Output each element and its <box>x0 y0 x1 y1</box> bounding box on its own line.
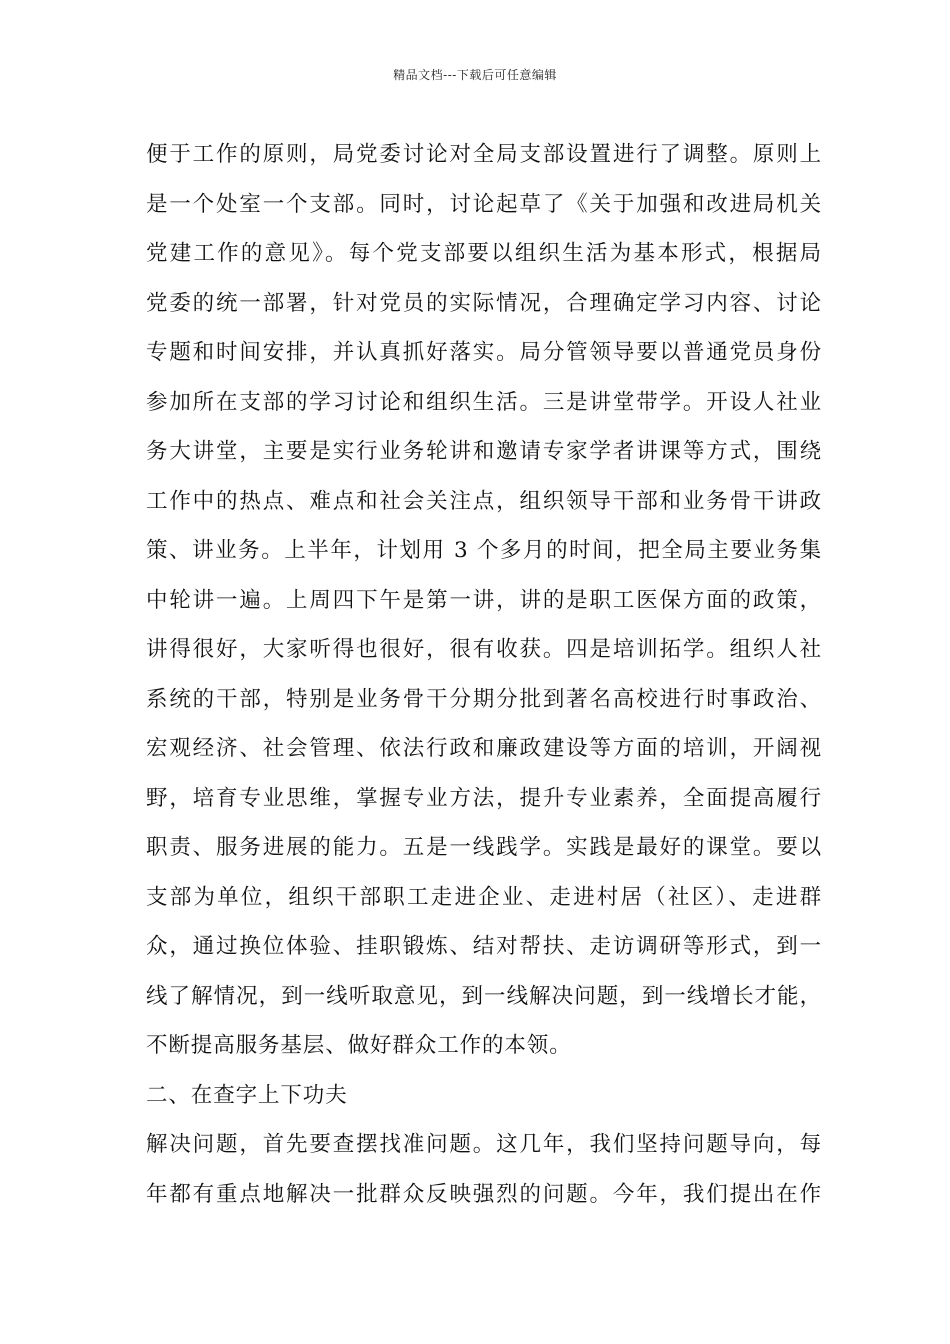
paragraph-line: 宏观经济、社会管理、依法行政和廉政建设等方面的培训，开阔视 <box>146 736 822 761</box>
paragraph-line: 支部为单位，组织干部职工走进企业、走进村居（社区）、走进群 <box>146 884 822 910</box>
paragraph-line: 众，通过换位体验、挂职锻炼、结对帮扶、走访调研等形式，到一 <box>146 934 822 959</box>
paragraph-line: 党建工作的意见》。每个党支部要以组织生活为基本形式，根据局 <box>146 241 822 266</box>
paragraph-line: 便于工作的原则，局党委讨论对全局支部设置进行了调整。原则上 <box>146 142 822 167</box>
paragraph-line: 讲得很好，大家听得也很好，很有收获。四是培训拓学。组织人社 <box>146 637 822 662</box>
paragraph-line: 野，培育专业思维，掌握专业方法，提升专业素养，全面提高履行 <box>146 785 822 811</box>
document-body <box>146 130 822 1219</box>
paragraph-line: 年都有重点地解决一批群众反映强烈的问题。今年，我们提出在作 <box>146 1181 822 1207</box>
section-heading: 二、在查字上下功夫 <box>146 1082 348 1108</box>
paragraph-line: 务大讲堂，主要是实行业务轮讲和邀请专家学者讲课等方式，围绕 <box>146 439 822 464</box>
paragraph-line: 参加所在支部的学习讨论和组织生活。三是讲堂带学。开设人社业 <box>146 389 822 415</box>
paragraph-line: 策、讲业务。上半年，计划用 3 个多月的时间，把全局主要业务集 <box>146 538 822 563</box>
paragraph-line: 解决问题，首先要查摆找准问题。这几年，我们坚持问题导向，每 <box>146 1132 822 1157</box>
paragraph-line: 线了解情况，到一线听取意见，到一线解决问题，到一线增长才能， <box>146 983 822 1009</box>
paragraph-last-line: 不断提高服务基层、做好群众工作的本领。 <box>146 1033 572 1058</box>
paragraph-line: 系统的干部，特别是业务骨干分期分批到著名高校进行时事政治、 <box>146 686 822 712</box>
paragraph-line: 工作中的热点、难点和社会关注点，组织领导干部和业务骨干讲政 <box>146 488 822 514</box>
paragraph-line: 党委的统一部署，针对党员的实际情况，合理确定学习内容、讨论 <box>146 290 822 316</box>
paragraph-line: 是一个处室一个支部。同时，讨论起草了《关于加强和改进局机关 <box>146 191 822 217</box>
paragraph-line: 中轮讲一遍。上周四下午是第一讲，讲的是职工医保方面的政策， <box>146 587 822 613</box>
paragraph-line: 专题和时间安排，并认真抓好落实。局分管领导要以普通党员身份 <box>146 340 822 365</box>
page-header: 精品文档---下载后可任意编辑 <box>393 68 557 82</box>
paragraph-line: 职责、服务进展的能力。五是一线践学。实践是最好的课堂。要以 <box>146 835 822 860</box>
